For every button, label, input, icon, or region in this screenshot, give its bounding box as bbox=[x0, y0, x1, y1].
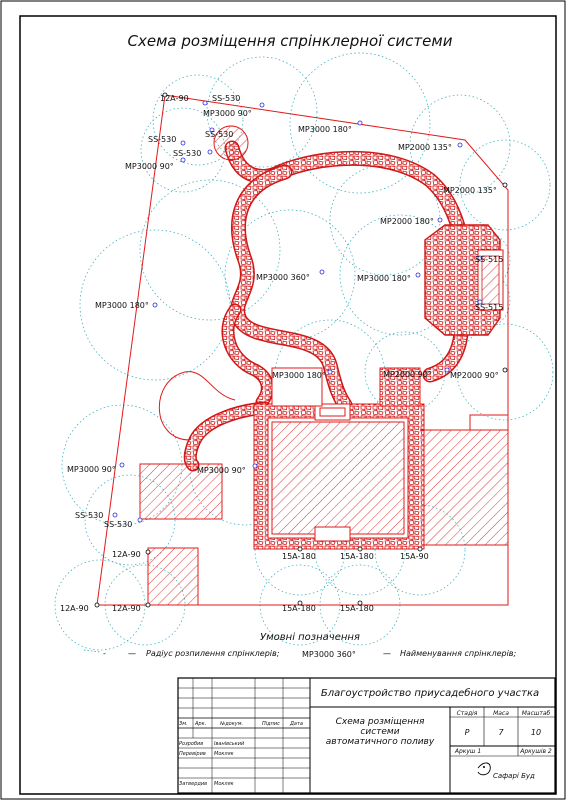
sprinkler[interactable] bbox=[282, 601, 316, 613]
sprinkler[interactable] bbox=[256, 270, 324, 282]
sprinkler[interactable] bbox=[160, 93, 189, 103]
svg-text:15А-180: 15А-180 bbox=[340, 604, 374, 613]
legend-name-text: Найменування спрінклерів; bbox=[400, 649, 517, 658]
sheet-title-line-1: Схема розміщення bbox=[335, 717, 425, 727]
sprinkler[interactable] bbox=[125, 158, 185, 171]
col-header-docnum: №докум. bbox=[220, 721, 244, 727]
title-block-text bbox=[179, 687, 552, 787]
svg-text:SS-530: SS-530 bbox=[148, 135, 177, 144]
svg-text:—: — bbox=[383, 649, 391, 658]
drawing-title: Схема розміщення спрінклерної системи bbox=[127, 32, 453, 50]
svg-text:SS-530: SS-530 bbox=[205, 130, 234, 139]
sprinkler[interactable] bbox=[95, 301, 157, 310]
sprinkler[interactable] bbox=[450, 368, 507, 380]
sprinkler[interactable] bbox=[60, 603, 99, 613]
col-header-date: Дата bbox=[290, 721, 303, 727]
svg-text:-: - bbox=[103, 649, 106, 658]
mass-header: Маса bbox=[493, 710, 509, 717]
svg-text:МР3000 90°: МР3000 90° bbox=[203, 109, 252, 118]
sheet-count: Аркушів 2 bbox=[520, 748, 552, 755]
sprinkler[interactable] bbox=[104, 518, 142, 529]
sprinkler[interactable] bbox=[272, 370, 332, 380]
legend-radius-text: Радіус розпилення спрінклерів; bbox=[146, 649, 280, 658]
svg-text:МР3000 90°: МР3000 90° bbox=[125, 162, 174, 171]
sprinkler[interactable] bbox=[357, 273, 420, 283]
svg-text:SS-515: SS-515 bbox=[475, 303, 504, 312]
svg-text:МР2000 135°: МР2000 135° bbox=[398, 143, 452, 152]
svg-text:15А-180: 15А-180 bbox=[340, 552, 374, 561]
svg-text:SS-530: SS-530 bbox=[75, 511, 104, 520]
sprinkler[interactable] bbox=[398, 143, 462, 152]
sprinkler[interactable] bbox=[148, 135, 185, 145]
sheet-title-line-2: системи bbox=[360, 727, 400, 737]
svg-text:Сафарі Буд: Сафарі Буд bbox=[493, 772, 535, 780]
legend-heading: Умовні позначення bbox=[260, 632, 360, 643]
svg-text:12А-90: 12А-90 bbox=[60, 604, 89, 613]
row-name: Мокляк bbox=[214, 751, 234, 757]
sprinkler[interactable] bbox=[173, 149, 212, 158]
svg-text:МР3000 90°: МР3000 90° bbox=[197, 466, 246, 475]
row-name: Іванівський bbox=[214, 741, 245, 747]
sprinkler[interactable] bbox=[340, 601, 374, 613]
svg-text:МР3000 180°: МР3000 180° bbox=[298, 125, 352, 134]
project-name: Благоустройство приусадебного участка bbox=[320, 688, 540, 699]
svg-text:SS-530: SS-530 bbox=[212, 94, 241, 103]
company-logo bbox=[478, 763, 535, 780]
gazebo-area bbox=[425, 225, 503, 335]
legend-radius-sample bbox=[84, 650, 100, 652]
row-role: Перевірив bbox=[179, 751, 206, 757]
svg-text:12А-90: 12А-90 bbox=[160, 94, 189, 103]
legend bbox=[84, 631, 517, 659]
svg-text:МР2000 90°: МР2000 90° bbox=[383, 370, 432, 379]
row-role: Затвердив bbox=[179, 781, 208, 787]
stage-header: Стадія bbox=[456, 710, 478, 717]
col-header-signature: Підпис bbox=[262, 721, 280, 727]
legend-sample-label: МР3000 360° bbox=[302, 650, 356, 659]
col-header-change: Зм. bbox=[179, 721, 188, 727]
svg-text:МР3000 360°: МР3000 360° bbox=[256, 273, 310, 282]
svg-text:SS-515: SS-515 bbox=[475, 255, 504, 264]
svg-text:МР3000 90°: МР3000 90° bbox=[67, 465, 116, 474]
house-block bbox=[254, 368, 508, 549]
sprinkler[interactable] bbox=[443, 183, 507, 195]
scale-header: Масштаб bbox=[521, 710, 551, 717]
sheet-title-line-3: автоматичного поливу bbox=[325, 737, 435, 747]
svg-text:—: — bbox=[128, 649, 136, 658]
svg-text:МР2000 90°: МР2000 90° bbox=[450, 371, 499, 380]
sprinkler[interactable] bbox=[197, 464, 257, 475]
sprinkler[interactable] bbox=[205, 128, 233, 139]
svg-text:МР2000 180°: МР2000 180° bbox=[380, 217, 434, 226]
outbuilding-2 bbox=[148, 548, 198, 605]
svg-text:МР3000 180°: МР3000 180° bbox=[95, 301, 149, 310]
sprinkler[interactable] bbox=[380, 217, 442, 226]
svg-text:12А-90: 12А-90 bbox=[112, 550, 141, 559]
sprinkler[interactable] bbox=[112, 550, 150, 559]
svg-text:МР2000 135°: МР2000 135° bbox=[443, 186, 497, 195]
svg-text:15А-180: 15А-180 bbox=[282, 604, 316, 613]
svg-text:SS-530: SS-530 bbox=[173, 149, 202, 158]
sprinkler[interactable] bbox=[75, 511, 117, 520]
svg-text:SS-530: SS-530 bbox=[104, 520, 133, 529]
row-name: Мокляк bbox=[214, 781, 234, 787]
svg-text:МР3000 180°: МР3000 180° bbox=[272, 371, 326, 380]
svg-text:МР3000 180°: МР3000 180° bbox=[357, 274, 411, 283]
row-role: Розробив bbox=[179, 741, 204, 747]
svg-text:15А-90: 15А-90 bbox=[400, 552, 429, 561]
svg-text:12А-90: 12А-90 bbox=[112, 604, 141, 613]
scale-value: 10 bbox=[530, 728, 542, 737]
col-header-sheet: Арк. bbox=[195, 721, 207, 727]
mass-value: 7 bbox=[498, 728, 504, 737]
sprinkler[interactable] bbox=[475, 255, 503, 264]
svg-text:15А-180: 15А-180 bbox=[282, 552, 316, 561]
sprinkler[interactable] bbox=[67, 463, 124, 474]
sheet-number: Аркуш 1 bbox=[454, 748, 482, 755]
stage-value: Р bbox=[464, 728, 470, 737]
